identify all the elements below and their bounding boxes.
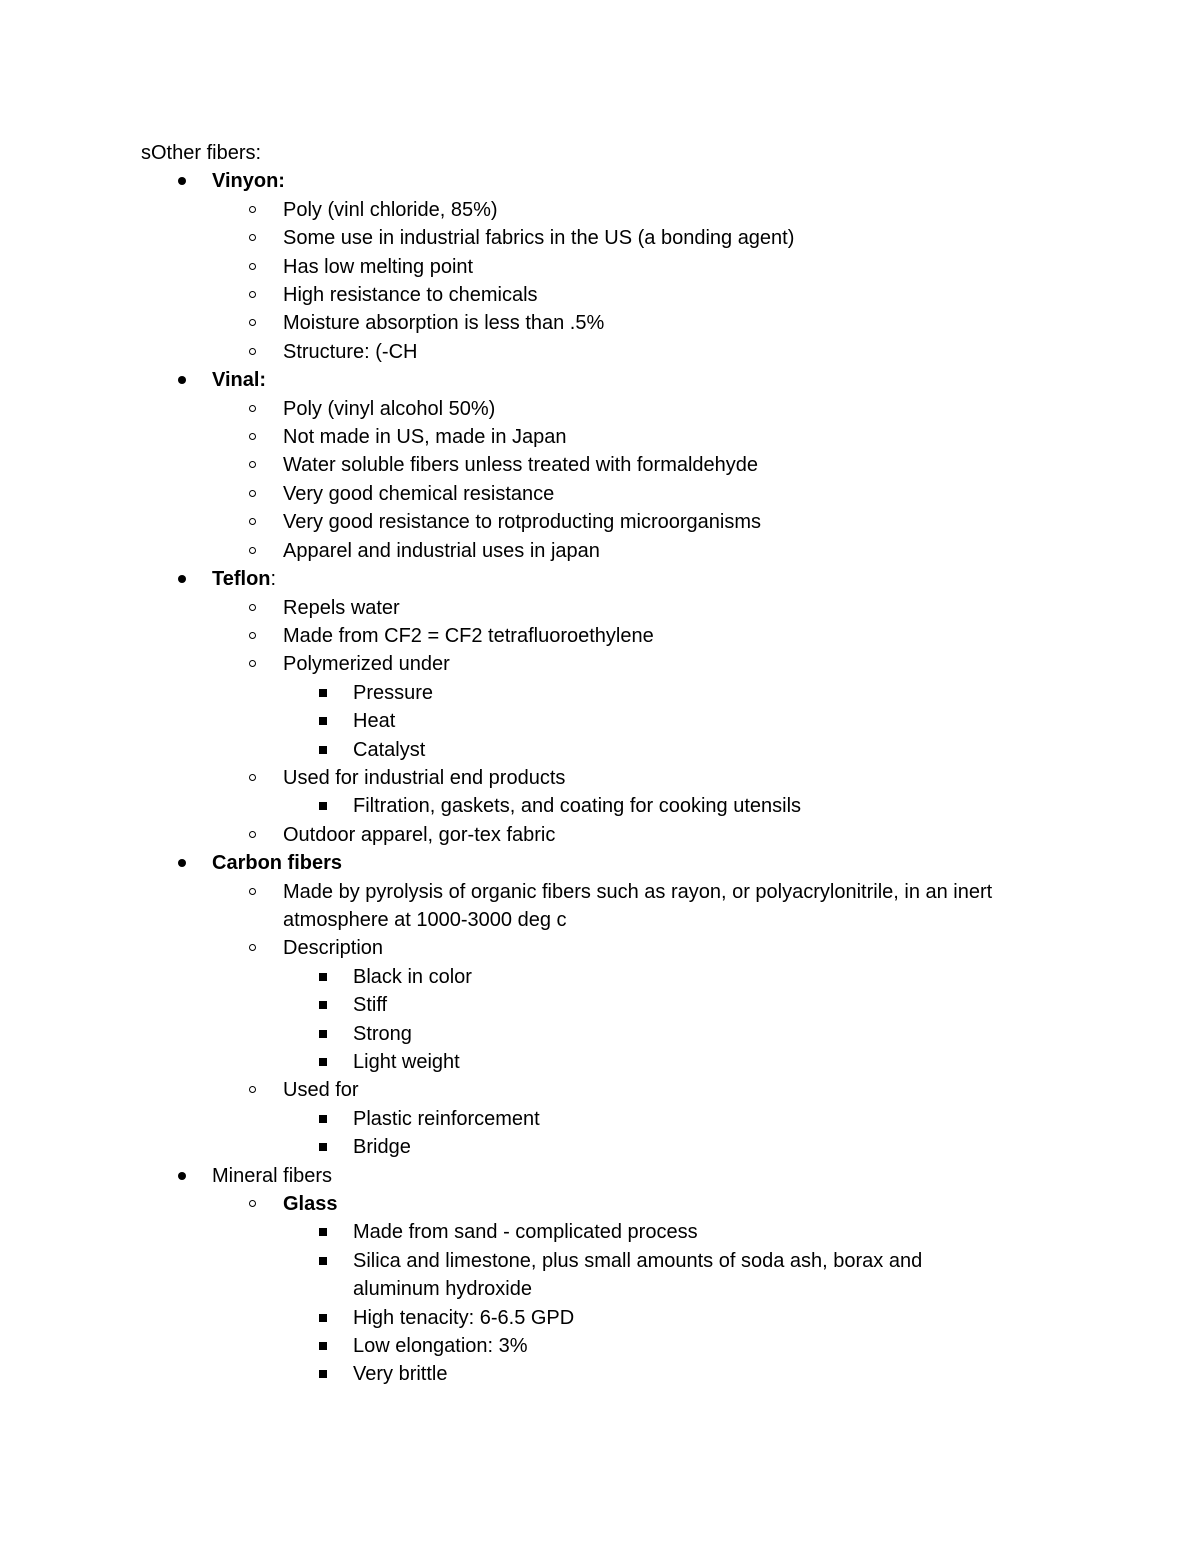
- list-item-text: Strong: [353, 1022, 412, 1045]
- list-item-text: Catalyst: [353, 738, 426, 761]
- list-item-level-3: [0, 736, 1200, 764]
- list-item-level-2: [0, 224, 1200, 252]
- list-item-text: Vinal:: [212, 369, 267, 392]
- list-item-level-2: [0, 821, 1200, 849]
- list-item-continuation: aluminum hydroxide: [353, 1278, 532, 1301]
- list-item-level-2: [0, 338, 1200, 366]
- list-item-text: Poly (vinyl alcohol 50%): [283, 397, 496, 420]
- list-item-text: Polymerized under: [283, 653, 450, 676]
- list-item-level-3: [0, 1332, 1200, 1360]
- list-item-level-2: [0, 650, 1200, 678]
- list-item-text: Has low melting point: [283, 255, 474, 278]
- page-title: sOther fibers:: [141, 142, 262, 164]
- list-item-suffix: :: [270, 568, 277, 591]
- list-item-level-3: [0, 1133, 1200, 1161]
- list-item-level-2: [0, 537, 1200, 565]
- list-item-continuation: atmosphere at 1000-3000 deg c: [283, 908, 567, 931]
- list-item-level-2: [0, 281, 1200, 309]
- list-item-text: Bridge: [353, 1136, 411, 1159]
- list-item-text: Teflon: [212, 568, 271, 591]
- list-item-text: High resistance to chemicals: [283, 284, 538, 307]
- document-body: [0, 139, 1200, 1389]
- list-item-text: Some use in industrial fabrics in the US (a bonding agent): [283, 227, 795, 250]
- list-item-level-3: [0, 963, 1200, 991]
- list-item-level-3: [0, 1105, 1200, 1133]
- list-item-text: Outdoor apparel, gor-tex fabric: [283, 823, 556, 846]
- list-item-level-2: [0, 934, 1200, 962]
- list-item-level-3: [0, 1020, 1200, 1048]
- list-item-text: Glass: [283, 1193, 338, 1216]
- list-item-text: Very good chemical resistance: [283, 482, 555, 505]
- list-item-level-2: [0, 764, 1200, 792]
- list-item-level-2: [0, 594, 1200, 622]
- list-item-text: Used for: [283, 1079, 359, 1102]
- list-item-level-3: [0, 1048, 1200, 1076]
- list-item-level-1: [0, 849, 1200, 877]
- bullet-list: [0, 167, 1200, 1388]
- list-item-level-3: [0, 1360, 1200, 1388]
- list-item-level-3: [0, 792, 1200, 820]
- list-item-level-3: [0, 1304, 1200, 1332]
- list-item-level-2: [0, 878, 1200, 906]
- list-item-text: Silica and limestone, plus small amounts of soda ash, borax and: [353, 1249, 923, 1272]
- list-item-level-2: [0, 622, 1200, 650]
- list-item-level-2: [0, 451, 1200, 479]
- list-item-text: Light weight: [353, 1051, 460, 1073]
- list-item-text: Very brittle: [353, 1363, 448, 1386]
- list-item-text: Made from CF2 = CF2 tetrafluoroethylene: [283, 624, 654, 647]
- list-item-text: Water soluble fibers unless treated with formaldehyde: [283, 454, 759, 477]
- list-item-level-2: [0, 395, 1200, 423]
- list-item-text: Very good resistance to rotproducting microorganisms: [283, 511, 762, 534]
- list-item-text: Poly (vinl chloride, 85%): [283, 198, 498, 221]
- list-item-level-2: [0, 1076, 1200, 1104]
- list-item-text: Apparel and industrial uses in japan: [283, 539, 600, 562]
- list-item-level-1: [0, 366, 1200, 394]
- list-item-text: Filtration, gaskets, and coating for cooking utensils: [353, 795, 802, 818]
- list-item-level-2: [0, 508, 1200, 536]
- list-item-text: Made by pyrolysis of organic fibers such as rayon, or polyacrylonitrile, in an inert: [283, 880, 993, 903]
- list-item-level-3: [0, 707, 1200, 735]
- list-item-level-3: [0, 679, 1200, 707]
- list-item-level-2: [0, 480, 1200, 508]
- list-item-text: Moisture absorption is less than .5%: [283, 312, 605, 335]
- list-item-text: Not made in US, made in Japan: [283, 426, 567, 449]
- list-item-text: Pressure: [353, 681, 434, 704]
- list-item-text: Black in color: [353, 965, 472, 988]
- list-item-level-1: [0, 1162, 1200, 1190]
- list-item-level-3: [0, 991, 1200, 1019]
- list-item-text: Structure: (-CH: [283, 340, 418, 363]
- list-item-text: Made from sand - complicated process: [353, 1221, 698, 1244]
- list-item-level-1: [0, 167, 1200, 195]
- list-item-level-2: [0, 253, 1200, 281]
- list-item-text: Heat: [353, 710, 396, 733]
- list-item-text: Repels water: [283, 596, 400, 619]
- list-item-text: Carbon fibers: [212, 852, 343, 875]
- list-item-text: Description: [283, 937, 384, 960]
- list-item-text: Stiff: [353, 994, 388, 1017]
- list-item-level-3: [0, 1247, 1200, 1275]
- list-item-text: Vinyon:: [212, 170, 285, 193]
- list-item-text: Low elongation: 3%: [353, 1335, 528, 1358]
- list-item-level-2: [0, 309, 1200, 337]
- list-item-level-2: [0, 1190, 1200, 1218]
- list-item-level-2: [0, 196, 1200, 224]
- list-item-text: Plastic reinforcement: [353, 1107, 540, 1130]
- list-item-text: Used for industrial end products: [283, 766, 566, 789]
- list-item-text: Mineral fibers: [212, 1164, 333, 1187]
- list-item-level-2: [0, 423, 1200, 451]
- list-item-text: High tenacity: 6-6.5 GPD: [353, 1306, 575, 1329]
- list-item-level-1: [0, 565, 1200, 593]
- list-item-level-3: [0, 1218, 1200, 1246]
